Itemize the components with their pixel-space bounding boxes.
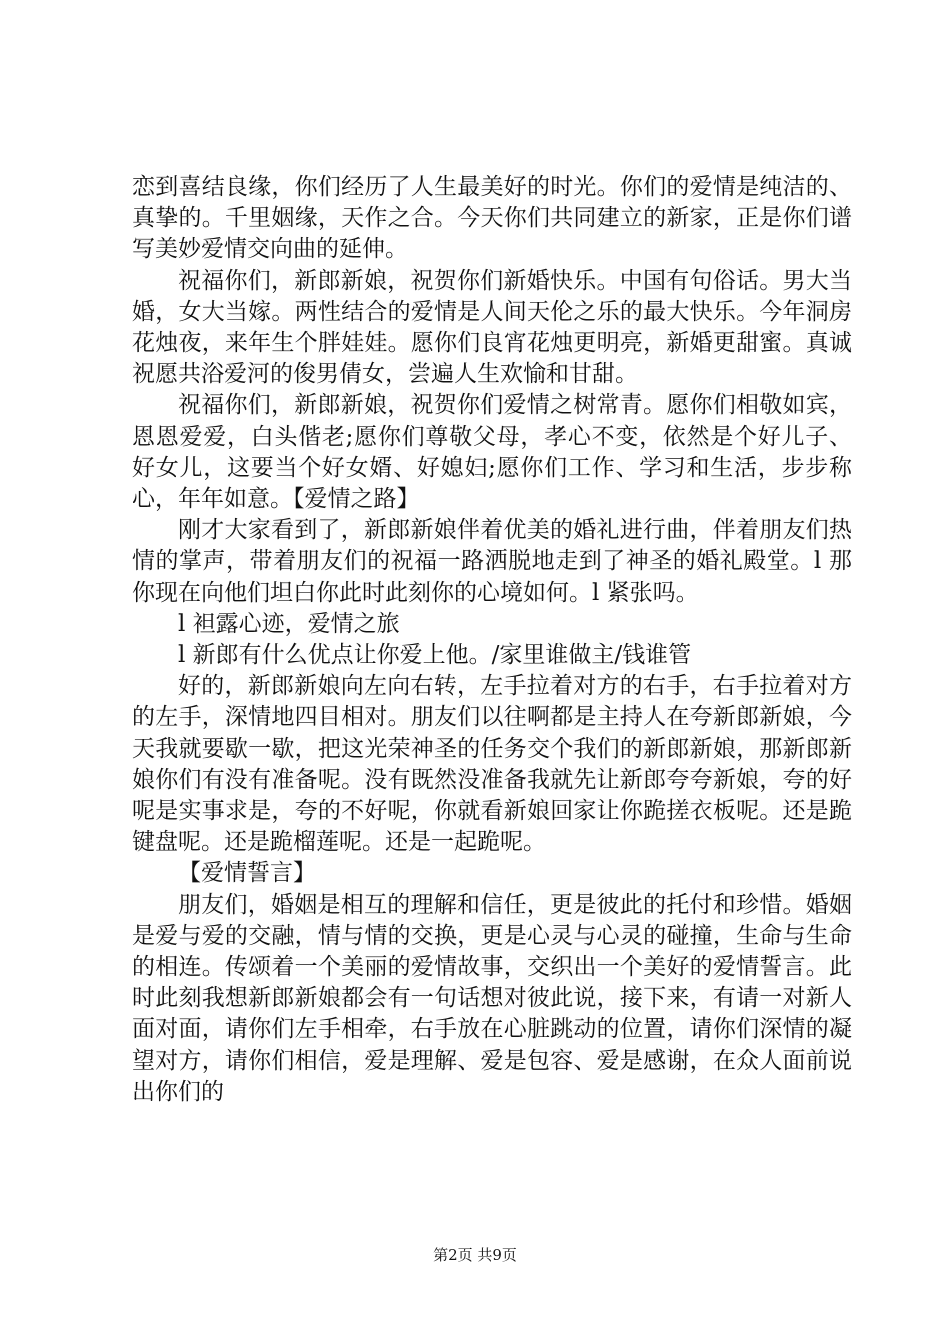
paragraph-4: 刚才大家看到了，新郎新娘伴着优美的婚礼进行曲，伴着朋友们热情的掌声，带着朋友们的祝福一路洒脱地走到了神圣的婚礼殿堂。l 那你现在向他们坦白你此时此刻你的心境如何。l 紧张吗。 bbox=[132, 517, 852, 606]
paragraph-3: 祝福你们，新郎新娘，祝贺你们爱情之树常青。愿你们相敬如宾，恩恩爱爱，白头偕老;愿你们尊敬父母，孝心不变，依然是个好儿子、好女儿，这要当个好女婿、好媳妇;愿你们工作、学习和生活，步步称心，年年如意。【爱情之路】 bbox=[132, 392, 852, 513]
paragraph-7: 好的，新郎新娘向左向右转，左手拉着对方的右手，右手拉着对方的左手，深情地四目相对。朋友们以往啊都是主持人在夸新郎新娘，今天我就要歇一歇，把这光荣神圣的任务交个我们的新郎新娘，那新郎新娘你们有没有准备呢。没有既然没准备我就先让新郎夸夸新娘，夸的好呢是实事求是，夸的不好呢，你就看新娘回家让你跪搓衣板呢。还是跪键盘呢。还是跪榴莲呢。还是一起跪呢。 bbox=[132, 673, 852, 856]
section-heading-vows: 【爱情誓言】 bbox=[178, 860, 316, 887]
paragraph-1: 恋到喜结良缘，你们经历了人生最美好的时光。你们的爱情是纯洁的、真挚的。千里姻缘，天作之合。今天你们共同建立的新家，正是你们谱写美妙爱情交向曲的延伸。 bbox=[132, 174, 852, 263]
page-number-footer: 第2页 共9页 bbox=[433, 1246, 517, 1264]
paragraph-8: 朋友们，婚姻是相互的理解和信任，更是彼此的托付和珍惜。婚姻是爱与爱的交融，情与情的交换，更是心灵与心灵的碰撞，生命与生命的相连。传颂着一个美丽的爱情故事，交织出一个美好的爱情誓言。此时此刻我想新郎新娘都会有一句话想对彼此说，接下来，有请一对新人面对面，请你们左手相牵，右手放在心脏跳动的位置，请你们深情的凝望对方，请你们相信，爱是理解、爱是包容、爱是感谢，在众人面前说出你们的 bbox=[132, 891, 852, 1105]
paragraph-5: l 袒露心迹，爱情之旅 bbox=[178, 610, 400, 637]
paragraph-2: 祝福你们，新郎新娘，祝贺你们新婚快乐。中国有句俗话。男大当婚，女大当嫁。两性结合的爱情是人间天伦之乐的最大快乐。今年洞房花烛夜，来年生个胖娃娃。愿你们良宵花烛更明亮，新婚更甜蜜。真诚祝愿共浴爱河的俊男倩女，尝遍人生欢愉和甘甜。 bbox=[132, 267, 852, 388]
document-body bbox=[132, 172, 852, 1108]
paragraph-6: l 新郎有什么优点让你爱上他。/家里谁做主/钱谁管 bbox=[178, 642, 692, 669]
